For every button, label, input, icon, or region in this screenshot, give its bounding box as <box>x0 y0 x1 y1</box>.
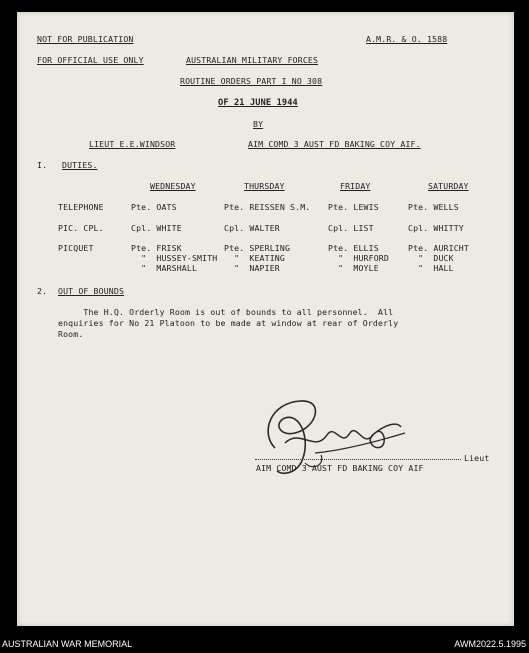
section2-heading: OUT OF BOUNDS <box>58 286 125 296</box>
signature-command: AIM COMD 3 AUST FD BAKING COY AIF <box>256 463 424 473</box>
signature-rank: Lieut <box>464 453 490 463</box>
duty-label-pic-cpl: PIC. CPL. <box>58 223 104 233</box>
section2-number: 2. <box>37 286 48 296</box>
duty-cell: " HALL <box>408 263 454 273</box>
duty-cell: Pte. AURICHT <box>408 243 469 253</box>
duty-label-picquet: PICQUET <box>58 243 94 253</box>
duty-cell: " HURFORD <box>328 253 389 263</box>
official-use-only: FOR OFFICIAL USE ONLY <box>37 55 144 65</box>
footer-accession-number: AWM2022.5.1995 <box>454 639 526 649</box>
duty-cell: Pte. ELLIS <box>328 243 379 253</box>
section1-number: I. <box>37 160 48 170</box>
duty-cell: Pte. REISSEN S.M. <box>224 202 311 212</box>
footer-institution: AUSTRALIAN WAR MEMORIAL <box>2 639 133 649</box>
duty-cell: Cpl. WHITTY <box>408 223 464 233</box>
duty-label-telephone: TELEPHONE <box>58 202 104 212</box>
duty-cell: Cpl. WALTER <box>224 223 280 233</box>
by-label: BY <box>253 119 264 129</box>
duty-cell: Pte. LEWIS <box>328 202 379 212</box>
not-for-publication: NOT FOR PUBLICATION <box>37 34 134 44</box>
routine-orders-title: ROUTINE ORDERS PART I NO 308 <box>180 76 323 86</box>
paragraph-line: The H.Q. Orderly Room is out of bounds to all personnel. All <box>58 307 394 317</box>
duty-cell: Pte. WELLS <box>408 202 459 212</box>
australian-military-forces: AUSTRALIAN MILITARY FORCES <box>186 55 319 65</box>
paragraph-line: enquiries for No 21 Platoon to be made at window at rear of Orderly <box>58 318 399 328</box>
duty-cell: Cpl. WHITE <box>131 223 182 233</box>
signature-line <box>255 459 461 460</box>
duty-cell: Pte. FRISK <box>131 243 182 253</box>
day-wednesday: WEDNESDAY <box>150 181 196 191</box>
duty-cell: Cpl. LIST <box>328 223 374 233</box>
duty-cell: " DUCK <box>408 253 454 263</box>
officer-name: LIEUT E.E.WINDSOR <box>89 139 176 149</box>
duty-cell: " HUSSEY-SMITH <box>131 253 218 263</box>
duty-cell: " NAPIER <box>224 263 280 273</box>
day-friday: FRIDAY <box>340 181 371 191</box>
duty-cell: " MOYLE <box>328 263 379 273</box>
command-title: AIM COMD 3 AUST FD BAKING COY AIF. <box>248 139 421 149</box>
paragraph-line: Room. <box>58 329 84 339</box>
section1-heading: DUTIES. <box>62 160 98 170</box>
duty-cell: Pte. OATS <box>131 202 177 212</box>
day-saturday: SATURDAY <box>428 181 469 191</box>
duty-cell: Pte. SPERLING <box>224 243 291 253</box>
day-thursday: THURSDAY <box>244 181 285 191</box>
order-date: OF 21 JUNE 1944 <box>218 98 298 108</box>
duty-cell: " MARSHALL <box>131 263 198 273</box>
document-reference: A.M.R. & O. 1588 <box>366 34 448 44</box>
duty-cell: " KEATING <box>224 253 285 263</box>
